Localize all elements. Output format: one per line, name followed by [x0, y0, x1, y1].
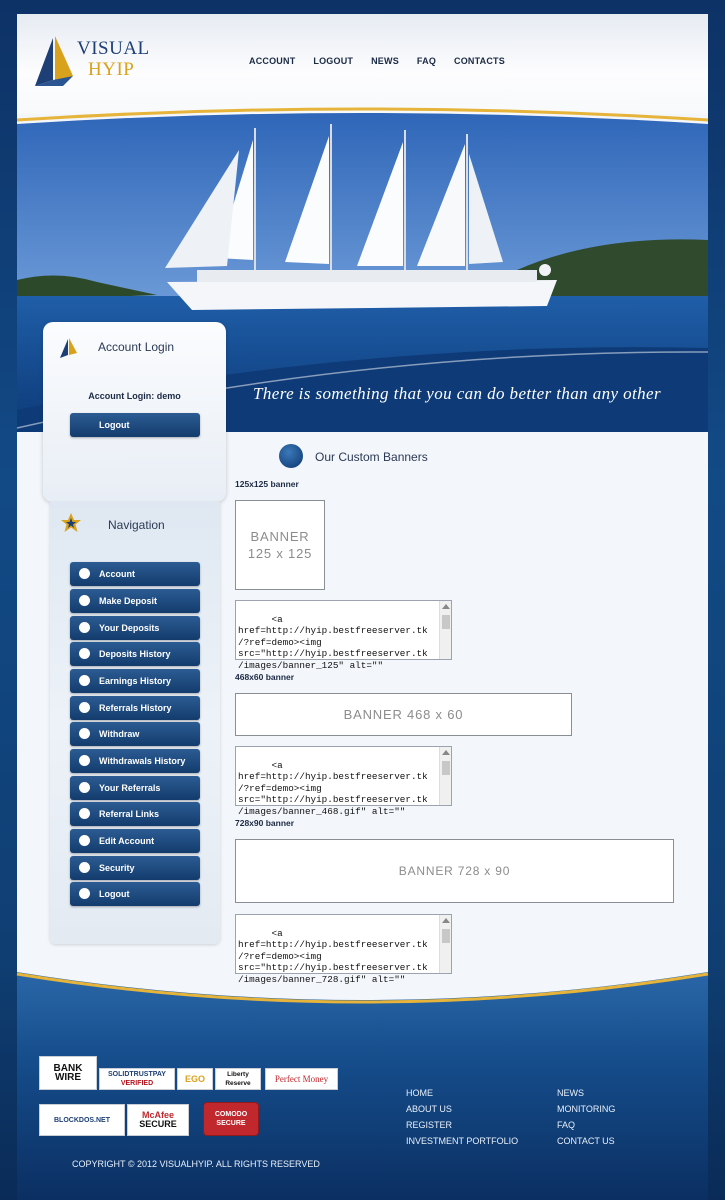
footer-links-col2: [557, 1088, 615, 1152]
banner-468-text: BANNER 468 x 60: [343, 707, 464, 722]
comodo-text-2: SECURE: [216, 1120, 246, 1127]
bankwire-badge: [39, 1056, 97, 1090]
bullet-icon: [79, 808, 90, 819]
footer-links-col1: [406, 1088, 518, 1152]
nav-item-earnings-history[interactable]: [70, 669, 200, 693]
hero-slogan: There is something that you can do better than any other: [253, 384, 661, 403]
banner-468-preview: [235, 693, 572, 736]
solidtrustpay-badge: [99, 1068, 175, 1090]
nav-item-referrals-history[interactable]: [70, 696, 200, 720]
footer-link-monitoring[interactable]: MONITORING: [557, 1104, 616, 1114]
account-login-title: Account Login: [98, 340, 175, 354]
banner-728-code: <a href=http://hyip.bestfreeserver.tk /?ref=demo><img src="http://hyip.bestfreeserver.tk /images/banner_728.gif" alt="": [238, 927, 428, 985]
page: [17, 14, 708, 1200]
nav-item-label: Edit Account: [99, 836, 155, 846]
bullet-icon: [79, 888, 90, 899]
bullet-icon: [79, 675, 90, 686]
top-nav: [249, 56, 523, 66]
footer-link-faq[interactable]: FAQ: [557, 1120, 576, 1130]
nav-item-referral-links[interactable]: [70, 802, 200, 826]
mcafee-text-1: McAfee: [141, 1110, 174, 1120]
mcafee-text-2: SECURE: [139, 1119, 177, 1129]
topnav-contacts[interactable]: CONTACTS: [454, 56, 505, 66]
nav-item-label: Account: [99, 569, 135, 579]
nav-item-label: Your Deposits: [99, 623, 160, 633]
footer-link-contact-us[interactable]: CONTACT US: [557, 1136, 615, 1146]
footer: [17, 970, 708, 1200]
nav-item-withdrawals-history[interactable]: [70, 749, 200, 773]
navigation-title: Navigation: [108, 518, 165, 532]
star-icon: [60, 512, 82, 534]
nav-item-edit-account[interactable]: [70, 829, 200, 853]
nav-item-label: Make Deposit: [99, 596, 158, 606]
bullet-icon: [79, 702, 90, 713]
comodo-text-1: COMODO: [214, 1111, 248, 1118]
banner-468-label: 468x60 banner: [235, 672, 295, 682]
nav-item-label: Logout: [99, 889, 130, 899]
nav-item-deposits-history[interactable]: [70, 642, 200, 666]
liberty-reserve-badge: Liberty Reserve: [215, 1068, 261, 1090]
ego-badge: EGO: [177, 1068, 213, 1090]
banner-125-preview: [235, 500, 325, 590]
copyright: COPYRIGHT © 2012 VISUALHYIP. ALL RIGHTS RESERVED: [72, 1159, 320, 1169]
logo-sail-icon: [33, 36, 77, 88]
bullet-icon: [79, 835, 90, 846]
nav-item-label: Deposits History: [99, 649, 171, 659]
solidtrust-verified: VERIFIED: [120, 1080, 154, 1087]
account-login-label: Account Login:: [88, 391, 155, 401]
nav-item-label: Your Referrals: [99, 783, 161, 793]
nav-item-your-referrals[interactable]: [70, 776, 200, 800]
bullet-icon: [79, 622, 90, 633]
banner-728-preview: [235, 839, 674, 903]
bankwire-text-2: WIRE: [54, 1072, 82, 1083]
bullet-icon: [79, 782, 90, 793]
topnav-news[interactable]: NEWS: [371, 56, 399, 66]
nav-item-make-deposit[interactable]: [70, 589, 200, 613]
nav-item-security[interactable]: [70, 856, 200, 880]
account-login-box: [43, 322, 226, 502]
blockdos-badge: BLOCKDOS.NET: [39, 1104, 125, 1136]
nav-item-label: Earnings History: [99, 676, 172, 686]
banner-125-code: <a href=http://hyip.bestfreeserver.tk /?ref=demo><img src="http://hyip.bestfreeserver.tk /images/banner_125" alt="": [238, 613, 428, 671]
navigation-box: [50, 502, 220, 944]
banner-468-code: <a href=http://hyip.bestfreeserver.tk /?ref=demo><img src="http://hyip.bestfreeserver.tk /images/banner_468.gif" alt="": [238, 759, 428, 817]
nav-item-label: Withdrawals History: [99, 756, 186, 766]
banner-728-text: BANNER 728 x 90: [398, 864, 511, 878]
scrollbar[interactable]: [439, 601, 451, 659]
nav-item-label: Referrals History: [99, 703, 172, 713]
banner-125-text-line1: BANNER: [250, 529, 310, 544]
logo-text-hyip: HYIP: [88, 59, 135, 80]
logo-text-visual: VISUAL: [77, 38, 150, 59]
bullet-icon: [79, 862, 90, 873]
footer-link-news[interactable]: NEWS: [557, 1088, 584, 1098]
mcafee-secure-badge: [127, 1104, 189, 1136]
topnav-faq[interactable]: FAQ: [416, 56, 437, 66]
footer-link-register[interactable]: REGISTER: [406, 1120, 453, 1130]
comodo-secure-badge: [203, 1102, 259, 1136]
nav-item-label: Withdraw: [99, 729, 140, 739]
scrollbar[interactable]: [439, 747, 451, 805]
nav-item-account[interactable]: [70, 562, 200, 586]
footer-link-home[interactable]: HOME: [406, 1088, 433, 1098]
nav-item-withdraw[interactable]: [70, 722, 200, 746]
login-logout-label: Logout: [99, 420, 130, 430]
bullet-icon: [79, 728, 90, 739]
section-title: Our Custom Banners: [315, 450, 428, 464]
bankwire-text-1: BANK: [53, 1063, 83, 1074]
account-login-status: [43, 391, 226, 401]
nav-item-label: Security: [99, 863, 135, 873]
banner-125-label: 125x125 banner: [235, 479, 299, 489]
solidtrust-text: SOLIDTRUSTPAY: [108, 1071, 166, 1078]
bullet-icon: [79, 568, 90, 579]
logo[interactable]: [33, 36, 153, 92]
footer-link-investment-portfolio[interactable]: INVESTMENT PORTFOLIO: [406, 1136, 519, 1146]
banner-728-label: 728x90 banner: [235, 818, 295, 828]
header: [17, 14, 708, 114]
scrollbar[interactable]: [439, 915, 451, 973]
banner-125-code-textarea[interactable]: [235, 600, 452, 671]
footer-link-about-us[interactable]: ABOUT US: [406, 1104, 452, 1114]
nav-item-your-deposits[interactable]: [70, 616, 200, 640]
section-globe-icon: [279, 444, 303, 468]
banner-728-code-textarea[interactable]: [235, 914, 452, 985]
banner-468-code-textarea[interactable]: [235, 746, 452, 817]
account-login-user: demo: [156, 391, 181, 401]
bullet-icon: [79, 595, 90, 606]
logo-sail-icon: [59, 338, 79, 360]
nav-item-label: Referral Links: [99, 809, 160, 819]
login-logout-button[interactable]: [70, 413, 200, 437]
bullet-icon: [79, 648, 90, 659]
banner-125-text-line2: 125 x 125: [247, 546, 313, 561]
topnav-logout[interactable]: LOGOUT: [313, 56, 354, 66]
topnav-account[interactable]: ACCOUNT: [249, 56, 296, 66]
bullet-icon: [79, 755, 90, 766]
nav-item-logout[interactable]: [70, 882, 200, 906]
perfect-money-badge: Perfect Money: [265, 1068, 338, 1090]
